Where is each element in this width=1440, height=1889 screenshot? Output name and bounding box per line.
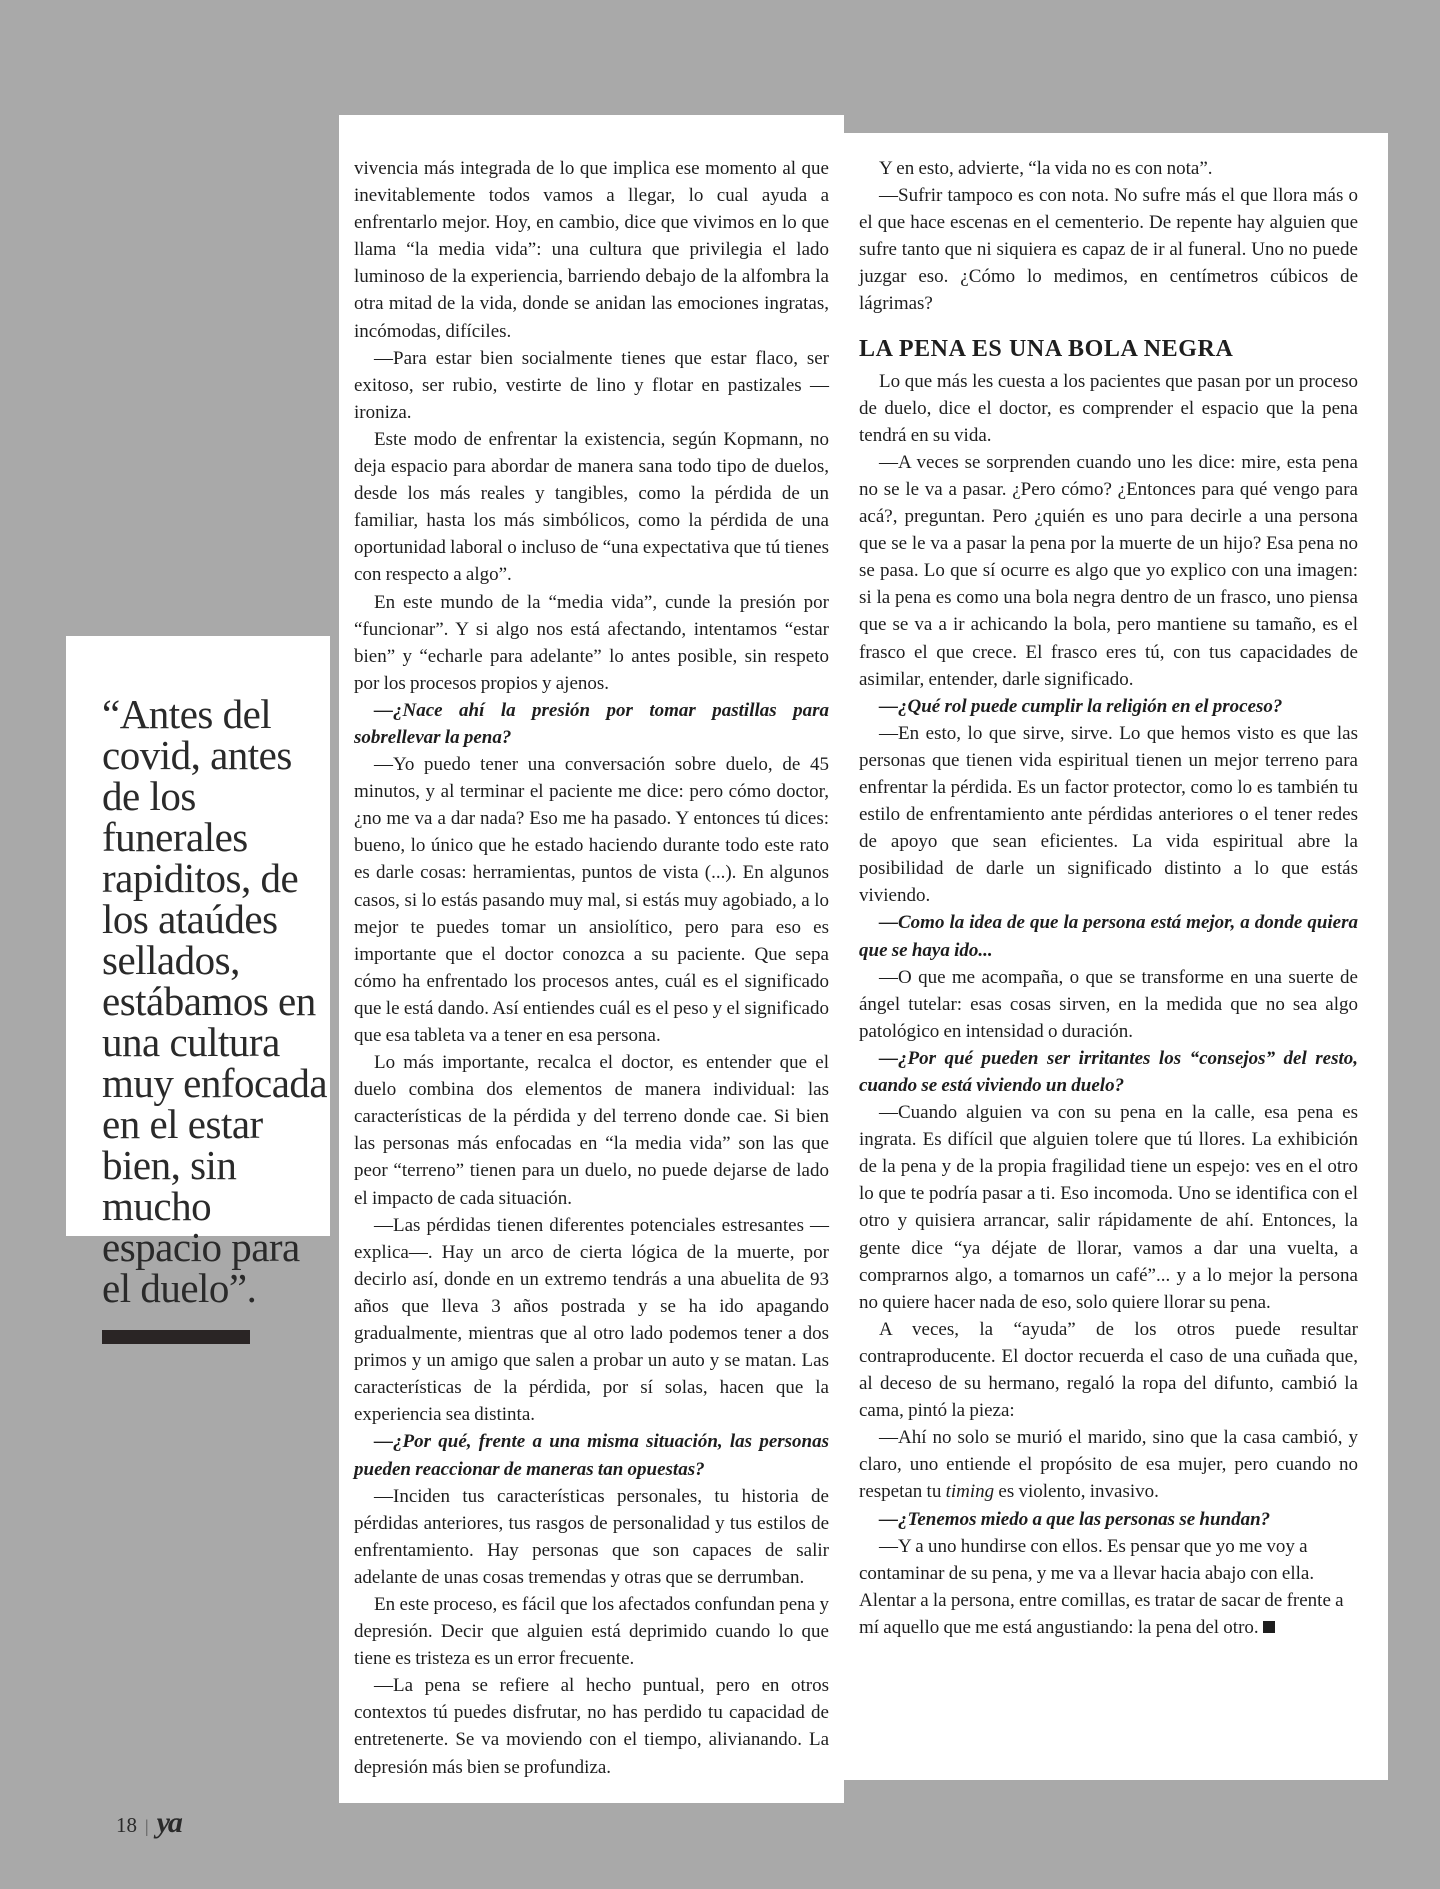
article-paragraph: A veces, la “ayuda” de los otros puede resultar contraproducente. El doctor recuerda el caso de una cuñada que, al deceso de su hermano, regaló la ropa del difunto, cambió la cama, pintó la pieza: (859, 1318, 1358, 1422)
end-mark (1263, 1621, 1275, 1633)
article-column-right (844, 133, 1388, 1780)
interview-question: —¿Tenemos miedo a que las personas se hundan? (879, 1508, 1271, 1530)
article-paragraph: —Inciden tus características personales, tu historia de pérdidas anteriores, tus rasgos de personalidad y tus estilos de enfrentamiento. Hay personas que son capaces de salir adelante de unas cosas tremendas y otras que se derrumban. (354, 1485, 829, 1588)
timing-paragraph-end: es violento, invasivo. (994, 1481, 1159, 1503)
article-paragraph: Y en esto, advierte, “la vida no es con nota”. (879, 158, 1213, 179)
article-paragraph: Este modo de enfrentar la existencia, según Kopmann, no deja espacio para abordar de manera sana todo tipo de duelos, desde los más reales y tangibles, como la pérdida de un familiar, hasta los más simbólicos, como la pérdida de una oportunidad laboral o incluso de “una expectativa que tú tienes con respecto a algo”. (354, 428, 829, 586)
interview-question: —Como la idea de que la persona está mejor, a donde quiera que se haya ido... (859, 912, 1358, 961)
pull-quote-bar (102, 1330, 250, 1344)
article-paragraph (859, 1424, 1358, 1505)
article-paragraph: —O que me acompaña, o que se transforme en una suerte de ángel tutelar: esas cosas sirven, en la medida que no sea algo patológico en intensidad o duración. (859, 966, 1358, 1042)
right-column-intro (859, 155, 1358, 318)
article-paragraph: —Cuando alguien va con su pena en la calle, esa pena es ingrata. Es difícil que alguien tolere que tú llores. La exhibición de la pena y de la propia fragilidad tiene un espejo: ves en el otro lo que te podría pasar a ti. Eso incomoda. Uno se identifica con el otro y quisiera arrancar, salir rápidamente de ahí. Entonces, la gente dice “ya déjate de llorar, vamos a dar una vuelta, a comprarnos algo, a tomarnos un café”... y a lo mejor la persona no quiere hacer nada de eso, solo quiere llorar su pena. (859, 1102, 1358, 1313)
pull-quote-text: “Antes del covid, antes de los funerales rapiditos, de los ataúdes sellados, estábamos en una cultura muy enfocada en el estar bien, sin mucho espacio para el duelo”. (102, 691, 328, 1311)
section-heading: LA PENA ES UNA BOLA NEGRA (859, 335, 1234, 362)
interview-question: —¿Por qué, frente a una misma situación, las personas pueden reaccionar de maneras tan opuestas? (354, 1431, 829, 1480)
timing-italic-word: timing (945, 1481, 995, 1503)
interview-question: —¿Nace ahí la presión por tomar pastillas para sobrellevar la pena? (354, 699, 829, 748)
interview-question: —¿Qué rol puede cumplir la religión en el proceso? (879, 695, 1283, 717)
article-paragraph: —En esto, lo que sirve, sirve. Lo que hemos visto es que las personas que tienen vida espiritual tienen un mejor terreno para enfrentar la pérdida. Es un factor protector, como lo es también tu estilo de enfrentamiento ante pérdidas anteriores o el tener redes de apoyo que sean eficientes. La vida espiritual abre la posibilidad de darle un significado distinto a lo que estás viviendo. (859, 722, 1358, 907)
article-paragraph: Lo más importante, recalca el doctor, es entender que el duelo combina dos elementos de manera individual: las características de la pérdida y del terreno donde cae. Si bien las personas más enfocadas en “la media vida” son las que peor “terreno” tienen para un duelo, no puede dejarse de lado el impacto de cada situación. (354, 1052, 829, 1209)
article-paragraph: —La pena se refiere al hecho puntual, pero en otros contextos tú puedes disfrutar, no has perdido tu capacidad de entretenerte. Se va moviendo con el tiempo, alivianando. La depresión más bien se profundiza. (354, 1675, 829, 1778)
article-paragraph: —Para estar bien socialmente tienes que estar flaco, ser exitoso, ser rubio, vestirte de lino y flotar en pastizales —ironiza. (354, 347, 829, 423)
right-column-body (859, 368, 1358, 1425)
page-footer (116, 1806, 181, 1840)
article-column-left (339, 115, 844, 1803)
article-paragraph: —Yo puedo tener una conversación sobre duelo, de 45 minutos, y al terminar el paciente me dice: pero cómo doctor, ¿no me va a dar nada? Eso me ha pasado. Y entonces tú dices: bueno, lo único que he estado haciendo durante todo este rato es darle cosas: herramientas, puntos de vista (...). En algunos casos, si lo estás pasando muy mal, si estás muy agobiado, a lo mejor te puedes tomar un ansiolítico, pero para eso es importante que el doctor conozca a su paciente. Que sepa cómo ha enfrentado los procesos antes, cuál es el significado que le está dando. Así entiendes cuál es el peso y el significado que esa tableta va a tener en esa persona. (354, 754, 829, 1046)
magazine-logo: ya (156, 1806, 181, 1839)
timing-paragraph-start: —Ahí no solo se murió el marido, sino que la casa cambió, y claro, uno entiende el propósito de esa mujer, pero cuando no respetan tu (859, 1427, 1358, 1503)
page-number: 18 (116, 1813, 137, 1837)
closing-paragraph-text: —Y a uno hundirse con ellos. Es pensar que yo me voy a contaminar de su pena, y me va a llevar hacia abajo con ella. Alentar a la persona, entre comillas, es tratar de sacar de frente a mí aquello que me está angustiando: la pena del otro. (859, 1535, 1344, 1638)
article-paragraph: vivencia más integrada de lo que implica ese momento al que inevitablemente todos vamos a llegar, lo cual ayuda a enfrentarlo mejor. Hoy, en cambio, dice que vivimos en lo que llama “la media vida”: una cultura que privilegia el lado luminoso de la experiencia, barriendo debajo de la alfombra la otra mitad de la vida, donde se anidan las emociones ingratas, incómodas, difíciles. (354, 158, 829, 342)
article-paragraph: Lo que más les cuesta a los pacientes que pasan por un proceso de duelo, dice el doctor, es comprender el espacio que la pena tendrá en su vida. (859, 370, 1358, 446)
article-paragraph: —Sufrir tampoco es con nota. No sufre más el que llora más o el que hace escenas en el cementerio. De repente hay alguien que sufre tanto que ni siquiera es capaz de ir al funeral. Uno no puede juzgar eso. ¿Cómo lo medimos, en centímetros cúbicos de lágrimas? (859, 185, 1358, 315)
pull-quote (66, 636, 330, 1311)
article-paragraph: En este mundo de la “media vida”, cunde la presión por “funcionar”. Y si algo nos está afectando, intentamos “estar bien” y “echarle para adelante” lo antes posible, sin respeto por los procesos propios y ajenos. (354, 591, 829, 694)
article-paragraph: —Las pérdidas tienen diferentes potenciales estresantes —explica—. Hay un arco de cierta lógica de la muerte, por decirlo así, donde en un extremo tendrás a una abuelita de 93 años que lleva 3 años postrada y se ha ido apagando gradualmente, mientras que al otro lado podemos tener a dos primos y un amigo que salen a probar un auto y se matan. Las características de la pérdida, por sí solas, hacen que la experiencia sea distinta. (354, 1214, 829, 1426)
interview-question: —¿Por qué pueden ser irritantes los “consejos” del resto, cuando se está viviendo un duelo? (859, 1047, 1358, 1096)
article-paragraph: En este proceso, es fácil que los afectados confundan pena y depresión. Decir que alguien está deprimido cuando lo que tiene es tristeza es un error frecuente. (354, 1593, 829, 1670)
article-paragraph: —A veces se sorprenden cuando uno les dice: mire, esta pena no se le va a pasar. ¿Pero cómo? ¿Entonces para qué vengo para acá?, preguntan. Pero ¿quién es uno para decirle a una persona que se le va a pasar la pena por la muerte de un hijo? Esa pena no se pasa. Lo que sí ocurre es algo que yo explico con una imagen: si la pena es como una bola negra dentro de un frasco, uno piensa que se va a ir achicando la bola, pero mantiene su tamaño, es el frasco el que crece. El frasco eres tú, con tus capacidades de asimilar, entender, darle significado. (859, 451, 1358, 690)
closing-paragraph (859, 1533, 1358, 1641)
footer-separator: | (145, 1816, 149, 1836)
